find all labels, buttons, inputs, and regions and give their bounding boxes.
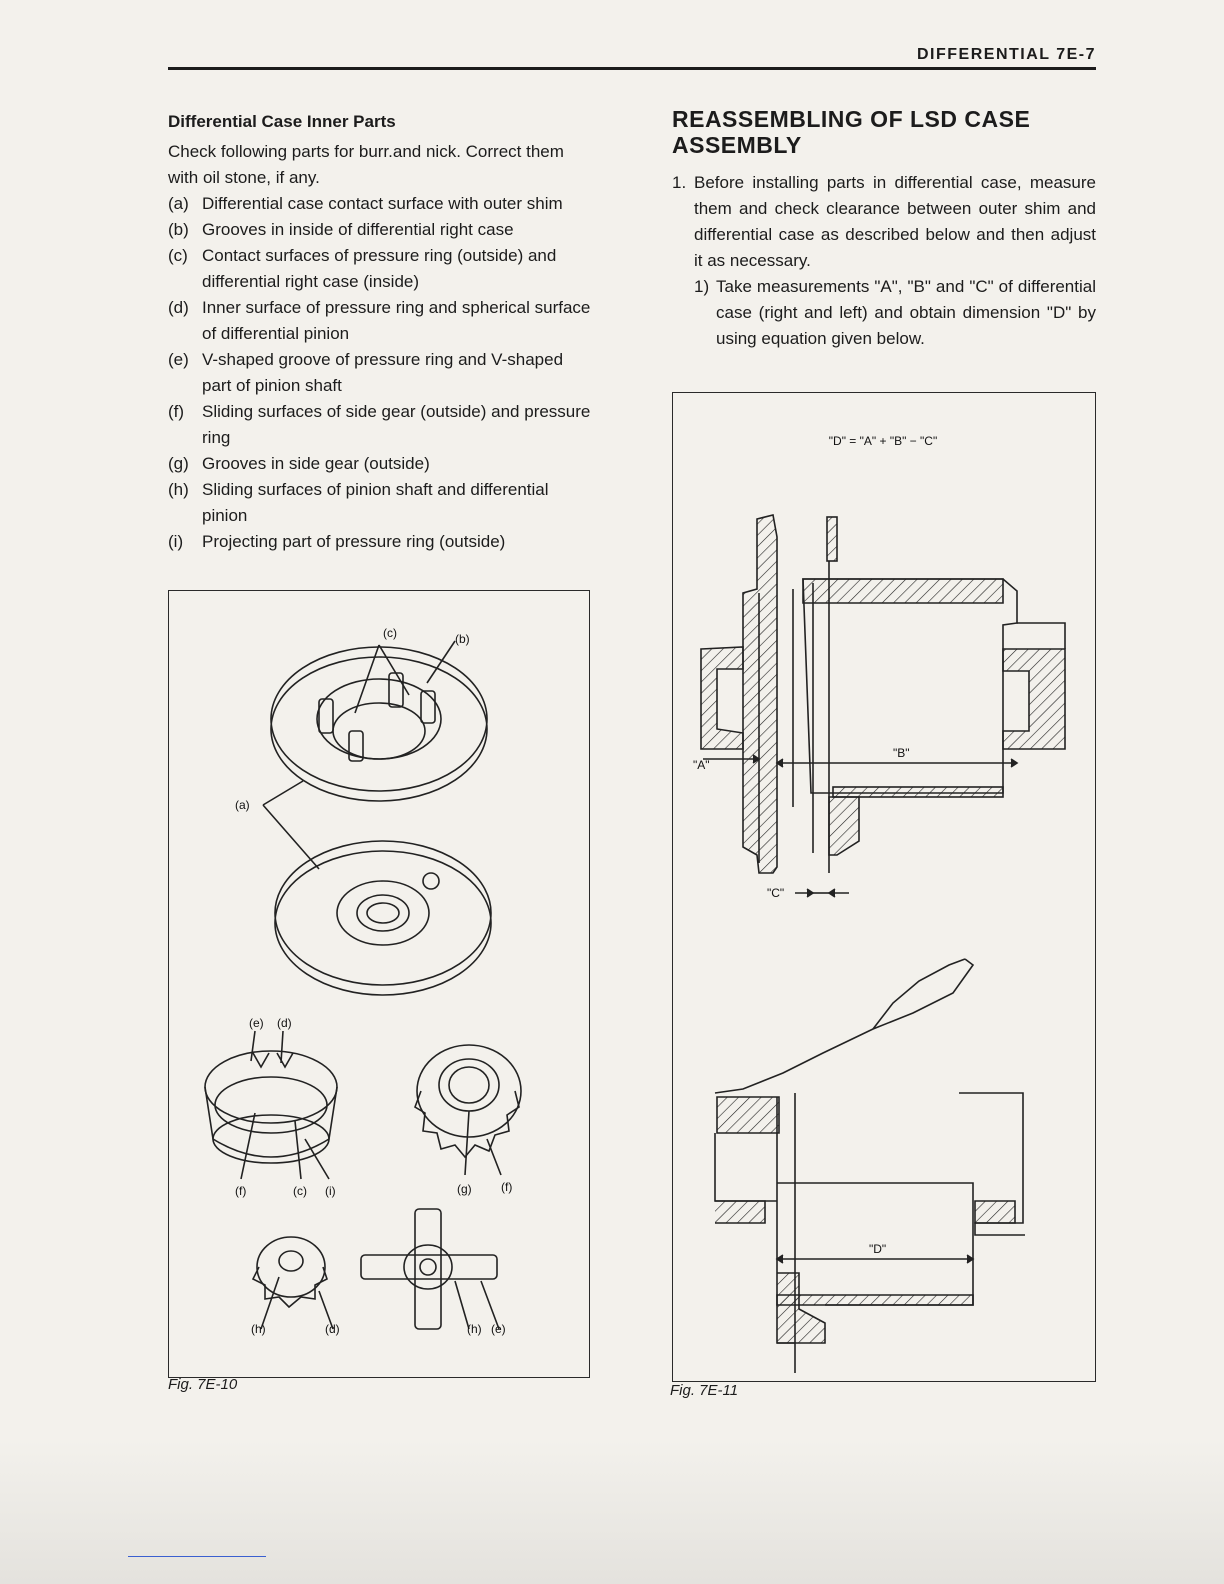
item-text: Projecting part of pressure ring (outside) <box>202 532 506 551</box>
intro-paragraph: Check following parts for burr.and nick. Correct them with oil stone, if any. <box>168 142 564 187</box>
item-label: (c) <box>168 246 188 265</box>
figure-caption-7e-11: Fig. 7E-11 <box>670 1382 739 1399</box>
callout-f-left: (f) <box>235 1184 247 1198</box>
item-label: (a) <box>168 194 189 213</box>
step-number: 1. <box>672 173 687 192</box>
parts-illustration <box>169 591 589 1377</box>
list-item <box>168 477 594 529</box>
section-heading-reassembling <box>672 106 1096 158</box>
item-label: (e) <box>168 350 189 369</box>
callout-e-lower: (e) <box>491 1322 506 1336</box>
callout-c: (c) <box>383 626 397 640</box>
list-item <box>168 243 594 295</box>
substep-number: 1) <box>694 277 710 296</box>
label-c: "C" <box>767 886 785 900</box>
item-text: Sliding surfaces of pinion shaft and differential pinion <box>202 480 549 525</box>
item-text: Contact surfaces of pressure ring (outside) and differential right case (inside) <box>202 246 557 291</box>
callout-h-left: (h) <box>251 1322 266 1336</box>
list-item <box>168 295 594 347</box>
right-column <box>672 106 1096 352</box>
label-a: "A" <box>693 758 710 772</box>
label-d: "D" <box>869 1242 887 1256</box>
left-column <box>168 112 594 555</box>
step-1 <box>672 170 1096 274</box>
item-label: (g) <box>168 454 189 473</box>
callout-h-right: (h) <box>467 1322 482 1336</box>
callout-i: (i) <box>325 1184 336 1198</box>
figure-7e-11 <box>672 392 1096 1382</box>
check-item-list <box>168 191 594 555</box>
figure-7e-10 <box>168 590 590 1378</box>
item-label: (b) <box>168 220 189 239</box>
callout-d-lower: (d) <box>325 1322 340 1336</box>
item-text: Sliding surfaces of side gear (outside) and pressure ring <box>202 402 591 447</box>
list-item <box>168 347 594 399</box>
substep-text: Take measurements "A", "B" and "C" of differential case (right and left) and obtain dimension "D" by using equation given below. <box>716 277 1096 348</box>
list-item <box>168 451 594 477</box>
item-label: (d) <box>168 298 189 317</box>
callout-c-lower: (c) <box>293 1184 307 1198</box>
callout-g: (g) <box>457 1182 472 1196</box>
list-item <box>168 217 594 243</box>
callout-a: (a) <box>235 798 250 812</box>
item-text: Differential case contact surface with outer shim <box>202 194 563 213</box>
list-item <box>168 399 594 451</box>
item-text: Inner surface of pressure ring and spherical surface of differential pinion <box>202 298 591 343</box>
case-lower-section <box>715 959 1025 1373</box>
pressure-ring <box>205 1051 337 1123</box>
item-label: (h) <box>168 480 189 499</box>
page-header-title: DIFFERENTIAL 7E-7 <box>917 46 1096 63</box>
list-item <box>168 191 594 217</box>
callout-e: (e) <box>249 1016 264 1030</box>
scan-underline-mark <box>128 1556 266 1557</box>
item-label: (f) <box>168 402 185 421</box>
differential-right-case <box>271 647 487 791</box>
differential-left-case <box>275 841 491 985</box>
item-text: Grooves in side gear (outside) <box>202 454 430 473</box>
callout-d: (d) <box>277 1016 292 1030</box>
equation-label: "D" = "A" + "B" − "C" <box>828 434 938 448</box>
callout-f-right: (f) <box>501 1180 513 1194</box>
scan-shadow <box>0 1440 1224 1584</box>
substep-1 <box>694 274 1096 352</box>
heading-line-2: ASSEMBLY <box>672 132 802 158</box>
item-text: V-shaped groove of pressure ring and V-shaped part of pinion shaft <box>202 350 564 395</box>
step-text: Before installing parts in differential case, measure them and check clearance between outer shim and differential case as described below and then adjust it as necessary. <box>694 173 1096 270</box>
figure-caption-7e-10: Fig. 7E-10 <box>168 1376 238 1393</box>
section-heading-inner-parts: Differential Case Inner Parts <box>168 112 396 131</box>
heading-line-1: REASSEMBLING OF LSD CASE <box>672 106 1031 132</box>
item-text: Grooves in inside of differential right case <box>202 220 514 239</box>
list-item <box>168 529 594 555</box>
header-rule <box>168 67 1096 70</box>
item-label: (i) <box>168 532 184 551</box>
measurement-diagram <box>673 393 1095 1381</box>
callout-b: (b) <box>455 632 470 646</box>
label-b: "B" <box>893 746 910 760</box>
case-upper-section <box>701 515 1065 873</box>
